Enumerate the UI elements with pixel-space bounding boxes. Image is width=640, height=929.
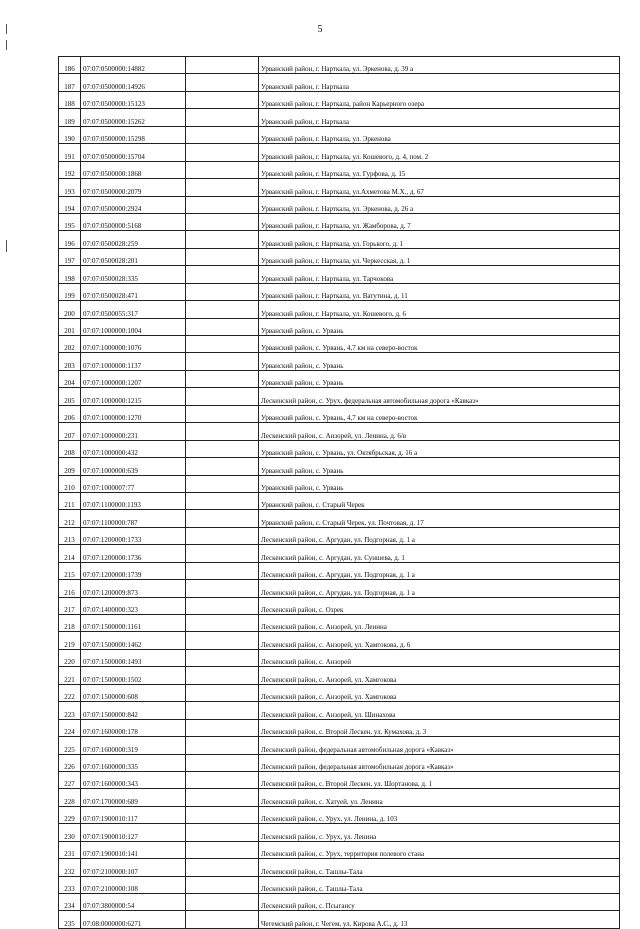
cadastral-number: 07:07:1900010:127 <box>81 824 186 841</box>
cadastral-number: 07:07:1500000:608 <box>81 684 186 701</box>
table-row <box>59 440 620 457</box>
table-row <box>59 353 620 370</box>
property-address: Урванский район, с. Старый Черек <box>259 492 620 509</box>
property-address: Урванский район, г. Нарткала, ул. Эркенова, д. 39 а <box>259 57 620 74</box>
empty-cell <box>186 684 259 701</box>
row-number: 187 <box>59 74 81 91</box>
row-number: 207 <box>59 423 81 440</box>
table-row <box>59 719 620 736</box>
property-address: Урванский район, с. Урвань, 4,7 км на северо-восток <box>259 405 620 422</box>
row-number: 233 <box>59 876 81 893</box>
table-row <box>59 632 620 649</box>
table-row <box>59 423 620 440</box>
empty-cell <box>186 894 259 911</box>
table-row <box>59 248 620 265</box>
cadastral-number: 07:07:1000000:1004 <box>81 318 186 335</box>
cadastral-number: 07:07:1200000:1736 <box>81 545 186 562</box>
cadastral-number: 07:07:1600000:178 <box>81 719 186 736</box>
table-row <box>59 405 620 422</box>
cadastral-number: 07:07:1000000:1207 <box>81 370 186 387</box>
empty-cell <box>186 74 259 91</box>
table-row <box>59 74 620 91</box>
empty-cell <box>186 318 259 335</box>
cadastral-number: 07:07:1000000:639 <box>81 458 186 475</box>
property-address: Урванский район, г. Нарткала, ул. Черкесская, д. 1 <box>259 248 620 265</box>
cadastral-number: 07:07:1200009:873 <box>81 580 186 597</box>
table-row <box>59 109 620 126</box>
cadastral-number: 07:07:0500000:2924 <box>81 196 186 213</box>
table-row <box>59 510 620 527</box>
row-number: 192 <box>59 161 81 178</box>
table-row <box>59 876 620 893</box>
property-address: Урванский район, г. Нарткала, ул.Ахметова М.Х., д. 67 <box>259 179 620 196</box>
table-row <box>59 615 620 632</box>
row-number: 210 <box>59 475 81 492</box>
row-number: 211 <box>59 492 81 509</box>
row-number: 195 <box>59 213 81 230</box>
empty-cell <box>186 754 259 771</box>
property-address: Лескенский район, с. Озрек <box>259 597 620 614</box>
table-row <box>59 266 620 283</box>
cadastral-number: 07:07:1000000:1137 <box>81 353 186 370</box>
row-number: 196 <box>59 231 81 248</box>
table-row <box>59 388 620 405</box>
property-address: Урванский район, г. Нарткала, ул. Кошевого, д. 6 <box>259 301 620 318</box>
property-address: Лескенский район, с. Анзорей, ул. Ленина <box>259 615 620 632</box>
cadastral-number: 07:07:0500000:15704 <box>81 144 186 161</box>
row-number: 227 <box>59 771 81 788</box>
property-address: Урванский район, г. Нарткала, ул. Эркенова <box>259 126 620 143</box>
row-number: 221 <box>59 667 81 684</box>
empty-cell <box>186 91 259 108</box>
property-address: Лескенский район, с. Урух, ул. Ленина <box>259 824 620 841</box>
empty-cell <box>186 562 259 579</box>
cadastral-number: 07:07:1500000:1493 <box>81 649 186 666</box>
row-number: 191 <box>59 144 81 161</box>
empty-cell <box>186 231 259 248</box>
property-address: Лескенский район, с. Урух, федеральная автомобильная дорога «Кавказ» <box>259 388 620 405</box>
property-address: Лескенский район, с. Аргудан, ул. Подгорная, д. 1 а <box>259 527 620 544</box>
property-address: Лескенский район, с. Анзорей, ул. Ленина, д. 6/в <box>259 423 620 440</box>
property-address: Лескенский район, с. Урух, территория полевого стана <box>259 841 620 858</box>
cadastral-number: 07:07:0500000:14926 <box>81 74 186 91</box>
property-address: Лескенский район, с. Аргудан, ул. Подгорная, д. 1 а <box>259 580 620 597</box>
table-row <box>59 597 620 614</box>
property-address: Урванский район, г. Нарткала, ул. Гурфова, д. 15 <box>259 161 620 178</box>
row-number: 235 <box>59 911 81 928</box>
row-number: 229 <box>59 806 81 823</box>
cadastral-number: 07:07:1000000:231 <box>81 423 186 440</box>
empty-cell <box>186 405 259 422</box>
row-number: 217 <box>59 597 81 614</box>
empty-cell <box>186 301 259 318</box>
table-row <box>59 841 620 858</box>
row-number: 216 <box>59 580 81 597</box>
empty-cell <box>186 667 259 684</box>
property-address: Лескенский район, с. Псыгансу <box>259 894 620 911</box>
property-address: Лескенский район, с. Анзорей <box>259 649 620 666</box>
cadastral-number: 07:07:0500028:335 <box>81 266 186 283</box>
row-number: 190 <box>59 126 81 143</box>
empty-cell <box>186 109 259 126</box>
property-address: Лескенский район, федеральная автомобильная дорога «Кавказ» <box>259 754 620 771</box>
row-number: 189 <box>59 109 81 126</box>
cadastral-number: 07:07:2100000:108 <box>81 876 186 893</box>
table-row <box>59 911 620 928</box>
cadastral-number: 07:07:1500000:1462 <box>81 632 186 649</box>
row-number: 197 <box>59 248 81 265</box>
row-number: 234 <box>59 894 81 911</box>
row-number: 215 <box>59 562 81 579</box>
row-number: 232 <box>59 859 81 876</box>
table-row <box>59 301 620 318</box>
empty-cell <box>186 510 259 527</box>
empty-cell <box>186 161 259 178</box>
row-number: 193 <box>59 179 81 196</box>
cadastral-number: 07:07:0500000:15123 <box>81 91 186 108</box>
empty-cell <box>186 615 259 632</box>
property-address: Лескенский район, с. Второй Лескен, ул. Шортанова, д. 1 <box>259 771 620 788</box>
property-address: Чегемский район, г. Чегем, ул. Кирова А.С., д. 13 <box>259 911 620 928</box>
empty-cell <box>186 283 259 300</box>
property-address: Лескенский район, с. Аргудан, ул. Подгорная, д. 1 а <box>259 562 620 579</box>
empty-cell <box>186 545 259 562</box>
row-number: 213 <box>59 527 81 544</box>
property-address: Лескенский район, с. Ташлы-Тала <box>259 876 620 893</box>
property-address: Урванский район, с. Урвань <box>259 475 620 492</box>
table-row <box>59 789 620 806</box>
property-address: Урванский район, г. Нарткала, ул. Жамборова, д. 7 <box>259 213 620 230</box>
row-number: 220 <box>59 649 81 666</box>
row-number: 212 <box>59 510 81 527</box>
row-number: 204 <box>59 370 81 387</box>
property-address: Урванский район, г. Нарткала, ул. Кошевого, д. 4, пом. 2 <box>259 144 620 161</box>
property-address: Урванский район, с. Урвань <box>259 353 620 370</box>
empty-cell <box>186 440 259 457</box>
table-row <box>59 231 620 248</box>
empty-cell <box>186 719 259 736</box>
property-address: Лескенский район, с. Анзорей, ул. Шинахова <box>259 702 620 719</box>
table-row <box>59 527 620 544</box>
cadastral-number: 07:07:0500028:201 <box>81 248 186 265</box>
cadastral-number: 07:07:0500028:259 <box>81 231 186 248</box>
cadastral-number: 07:07:1200000:1733 <box>81 527 186 544</box>
property-address: Урванский район, г. Нарткала, ул. Горького, д. 1 <box>259 231 620 248</box>
empty-cell <box>186 370 259 387</box>
row-number: 203 <box>59 353 81 370</box>
empty-cell <box>186 911 259 928</box>
row-number: 200 <box>59 301 81 318</box>
table-row <box>59 161 620 178</box>
row-number: 206 <box>59 405 81 422</box>
row-number: 186 <box>59 57 81 74</box>
cadastral-number: 07:07:0500055:317 <box>81 301 186 318</box>
cadastral-number: 07:07:0500000:15298 <box>81 126 186 143</box>
table-row <box>59 649 620 666</box>
cadastral-number: 07:07:1200000:1739 <box>81 562 186 579</box>
cadastral-number: 07:07:1000000:1270 <box>81 405 186 422</box>
cadastral-number: 07:07:1000000:1215 <box>81 388 186 405</box>
property-address: Урванский район, г. Нарткала, ул. Эркенова, д. 26 а <box>259 196 620 213</box>
table-row <box>59 545 620 562</box>
cadastral-number: 07:07:1000000:1076 <box>81 336 186 353</box>
property-address: Лескенский район, с. Ташлы-Тала <box>259 859 620 876</box>
property-address: Урванский район, г. Нарткала, ул. Тарчокова <box>259 266 620 283</box>
row-number: 223 <box>59 702 81 719</box>
empty-cell <box>186 649 259 666</box>
row-number: 226 <box>59 754 81 771</box>
cadastral-number: 07:07:3800000:54 <box>81 894 186 911</box>
table-row <box>59 57 620 74</box>
row-number: 201 <box>59 318 81 335</box>
table-row <box>59 859 620 876</box>
empty-cell <box>186 248 259 265</box>
cadastral-number: 07:07:1600000:335 <box>81 754 186 771</box>
property-registry-table <box>58 56 620 929</box>
cadastral-number: 07:07:1500000:1161 <box>81 615 186 632</box>
empty-cell <box>186 179 259 196</box>
empty-cell <box>186 841 259 858</box>
cadastral-number: 07:07:0500028:471 <box>81 283 186 300</box>
property-address: Лескенский район, с. Урух, ул. Ленина, д. 103 <box>259 806 620 823</box>
property-address: Лескенский район, с. Анзорей, ул. Хамгокова <box>259 667 620 684</box>
registry-table-body <box>59 57 620 929</box>
table-row <box>59 684 620 701</box>
row-number: 188 <box>59 91 81 108</box>
table-row <box>59 771 620 788</box>
property-address: Урванский район, с. Урвань <box>259 370 620 387</box>
empty-cell <box>186 876 259 893</box>
cadastral-number: 07:07:1700000:689 <box>81 789 186 806</box>
cadastral-number: 07:07:1100000:1193 <box>81 492 186 509</box>
property-address: Лескенский район, федеральная автомобильная дорога «Кавказ» <box>259 737 620 754</box>
margin-mark <box>6 40 7 50</box>
empty-cell <box>186 475 259 492</box>
property-address: Лескенский район, с. Анзорей, ул. Хамгокова <box>259 684 620 701</box>
cadastral-number: 07:07:1500000:842 <box>81 702 186 719</box>
margin-mark <box>6 240 7 252</box>
property-address: Урванский район, г. Нарткала <box>259 109 620 126</box>
row-number: 199 <box>59 283 81 300</box>
table-row <box>59 806 620 823</box>
table-row <box>59 824 620 841</box>
cadastral-number: 07:07:0500000:14882 <box>81 57 186 74</box>
table-row <box>59 370 620 387</box>
property-address: Урванский район, г. Нарткала <box>259 74 620 91</box>
page-number: 5 <box>317 24 323 35</box>
row-number: 225 <box>59 737 81 754</box>
row-number: 228 <box>59 789 81 806</box>
empty-cell <box>186 336 259 353</box>
row-number: 230 <box>59 824 81 841</box>
property-address: Урванский район, г. Нарткала, район Карьерного озера <box>259 91 620 108</box>
cadastral-number: 07:07:1900010:141 <box>81 841 186 858</box>
empty-cell <box>186 806 259 823</box>
table-row <box>59 283 620 300</box>
table-row <box>59 458 620 475</box>
row-number: 222 <box>59 684 81 701</box>
cadastral-number: 07:07:2100000:107 <box>81 859 186 876</box>
table-row <box>59 126 620 143</box>
property-address: Урванский район, с. Урвань, ул. Октябрьская, д. 16 а <box>259 440 620 457</box>
empty-cell <box>186 57 259 74</box>
table-row <box>59 336 620 353</box>
row-number: 208 <box>59 440 81 457</box>
empty-cell <box>186 144 259 161</box>
cadastral-number: 07:07:1900010:117 <box>81 806 186 823</box>
table-row <box>59 737 620 754</box>
row-number: 224 <box>59 719 81 736</box>
table-row <box>59 213 620 230</box>
cadastral-number: 07:07:0500000:2079 <box>81 179 186 196</box>
empty-cell <box>186 597 259 614</box>
row-number: 194 <box>59 196 81 213</box>
empty-cell <box>186 388 259 405</box>
property-address: Лескенский район, с. Анзорей, ул. Хамгокова, д. 6 <box>259 632 620 649</box>
table-row <box>59 318 620 335</box>
property-address: Лескенский район, с. Хатуей, ул. Ленина <box>259 789 620 806</box>
row-number: 209 <box>59 458 81 475</box>
property-address: Урванский район, г. Нарткала, ул. Ватутина, д. 11 <box>259 283 620 300</box>
table-row <box>59 580 620 597</box>
margin-mark <box>6 24 7 34</box>
table-row <box>59 894 620 911</box>
row-number: 198 <box>59 266 81 283</box>
table-row <box>59 91 620 108</box>
empty-cell <box>186 527 259 544</box>
table-row <box>59 667 620 684</box>
cadastral-number: 07:07:1000000:432 <box>81 440 186 457</box>
cadastral-number: 07:08:0000000:6271 <box>81 911 186 928</box>
table-row <box>59 144 620 161</box>
row-number: 202 <box>59 336 81 353</box>
property-address: Урванский район, с. Урвань <box>259 318 620 335</box>
empty-cell <box>186 266 259 283</box>
row-number: 205 <box>59 388 81 405</box>
empty-cell <box>186 859 259 876</box>
empty-cell <box>186 580 259 597</box>
empty-cell <box>186 824 259 841</box>
empty-cell <box>186 789 259 806</box>
cadastral-number: 07:07:0500000:1868 <box>81 161 186 178</box>
property-address: Лескенский район, с. Аргудан, ул. Суншева, д. 1 <box>259 545 620 562</box>
empty-cell <box>186 737 259 754</box>
property-address: Лескенский район, с. Второй Лескен, ул. Кумахова, д. 3 <box>259 719 620 736</box>
cadastral-number: 07:07:1000007:77 <box>81 475 186 492</box>
empty-cell <box>186 423 259 440</box>
cadastral-number: 07:07:1100000:787 <box>81 510 186 527</box>
row-number: 218 <box>59 615 81 632</box>
table-row <box>59 754 620 771</box>
table-row <box>59 702 620 719</box>
cadastral-number: 07:07:1600000:343 <box>81 771 186 788</box>
empty-cell <box>186 492 259 509</box>
empty-cell <box>186 126 259 143</box>
property-address: Урванский район, с. Урвань <box>259 458 620 475</box>
cadastral-number: 07:07:1400000:323 <box>81 597 186 614</box>
empty-cell <box>186 213 259 230</box>
property-address: Урванский район, с. Старый Черек, ул. Почтовая, д. 17 <box>259 510 620 527</box>
table-row <box>59 179 620 196</box>
row-number: 214 <box>59 545 81 562</box>
empty-cell <box>186 632 259 649</box>
empty-cell <box>186 353 259 370</box>
empty-cell <box>186 702 259 719</box>
cadastral-number: 07:07:1500000:1502 <box>81 667 186 684</box>
table-row <box>59 475 620 492</box>
table-row <box>59 492 620 509</box>
row-number: 219 <box>59 632 81 649</box>
cadastral-number: 07:07:0500000:5168 <box>81 213 186 230</box>
table-row <box>59 196 620 213</box>
empty-cell <box>186 458 259 475</box>
cadastral-number: 07:07:0500000:15262 <box>81 109 186 126</box>
property-address: Урванский район, с. Урвань, 4,7 км на северо-восток <box>259 336 620 353</box>
row-number: 231 <box>59 841 81 858</box>
table-row <box>59 562 620 579</box>
empty-cell <box>186 771 259 788</box>
cadastral-number: 07:07:1600000:319 <box>81 737 186 754</box>
empty-cell <box>186 196 259 213</box>
